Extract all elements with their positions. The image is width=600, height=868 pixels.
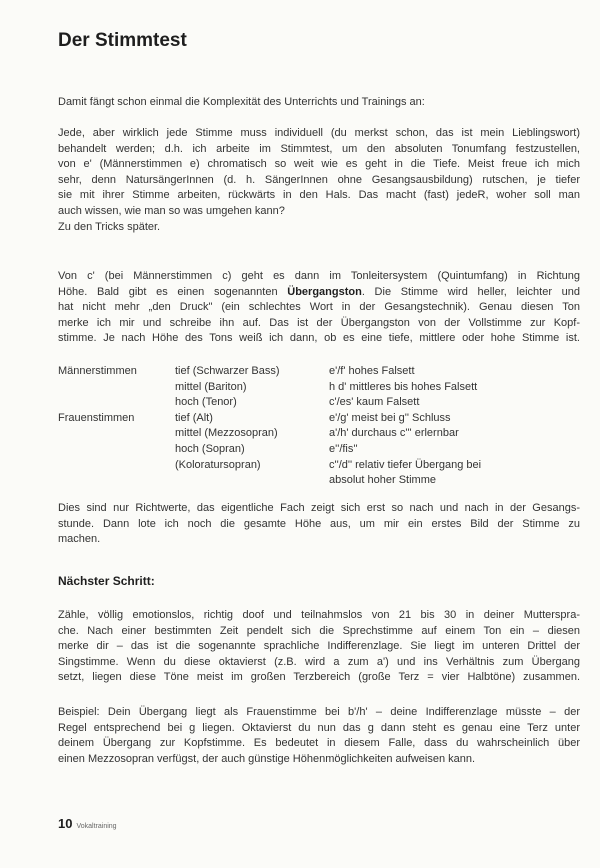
section-heading: Nächster Schritt: bbox=[58, 574, 155, 588]
text-line: stimme. Je nach Höhe des Tons weiß ich dann, ob es eine tiefe, mittlere oder hohe Stimme ist. bbox=[58, 332, 580, 345]
text-line: hat nicht mehr „den Druck" (ein schlechtes Wort in der Gesangstechnik). Genau diesen Ton bbox=[58, 301, 580, 314]
page-footer bbox=[58, 816, 117, 831]
page-number: 10 bbox=[58, 816, 73, 831]
text-line: deinem Übergang zur Kopfstimme. Es bedeutet in diesem Falle, dass du wahrscheinlich über bbox=[58, 737, 580, 750]
paragraph-3 bbox=[58, 501, 580, 548]
text-line: stunde. Dann lote ich noch die gesamte Höhe aus, um mir ein erstes Bild der Stimme zu bbox=[58, 517, 580, 530]
voice-type: tief (Schwarzer Bass) bbox=[175, 365, 280, 377]
voice-type: mittel (Mezzosopran) bbox=[175, 427, 278, 440]
text-line: Von c' (bei Männerstimmen c) geht es dann im Tonleitersystem (Quintumfang) in Richtung bbox=[58, 270, 580, 282]
voice-type: hoch (Tenor) bbox=[175, 396, 237, 409]
text-line: sehr, denn NatursängerInnen (d. h. SängerInnen ohne Gesangsausbildung) rutschen, je tiefer bbox=[58, 173, 580, 186]
table-row bbox=[58, 473, 580, 489]
paragraph-5 bbox=[58, 705, 580, 767]
paragraph-2 bbox=[58, 269, 580, 347]
text-line: Damit fängt schon einmal die Komplexität des Unterrichts und Trainings an: bbox=[58, 96, 425, 108]
voice-range: e'/f' hohes Falsett bbox=[329, 365, 415, 377]
term-uebergangston: Übergangston bbox=[287, 285, 362, 298]
voice-type: tief (Alt) bbox=[175, 411, 213, 424]
text-line: behandelt werden; d.h. ich arbeite im Stimmtest, um den absoluten Tonumfang festzustellen, bbox=[58, 142, 580, 155]
text-line: Singstimme. Wenn du diese oktavierst (z.B. wird a zum a') und ins Verhältnis zum Übergang bbox=[58, 655, 580, 668]
text-line: einen Mezzosopran verfügst, der auch günstige Höhenmöglichkeiten aufweisen kann. bbox=[58, 752, 476, 765]
text-line: auch wissen, wie man so was umgehen kann? bbox=[58, 204, 285, 217]
voice-range: c''/d'' relativ tiefer Übergang bei bbox=[329, 458, 482, 471]
text-line: machen. bbox=[58, 533, 101, 546]
table-row bbox=[58, 411, 580, 427]
text-line: setzt, liegen diese Töne meist im großen Terzbereich (große Terz = vier Halbtöne) zusammen. bbox=[58, 671, 580, 684]
paragraph-4 bbox=[58, 608, 580, 686]
voice-group: Frauenstimmen bbox=[58, 411, 135, 424]
voice-range: c'/es' kaum Falsett bbox=[329, 396, 420, 409]
text-line: sie mit ihrer Stimme arbeiten, rückwärts in den Hals. Das macht (fast) jedeR, woher soll man bbox=[58, 189, 580, 202]
text-line: Regel entsprechend bei g liegen. Oktavierst du nun das g dann steht es genau eine Terz unter bbox=[58, 721, 580, 734]
voice-group: Männerstimmen bbox=[58, 365, 137, 377]
voice-range-table bbox=[58, 364, 580, 489]
text-line: von e' (Männerstimmen e) chromatisch so weit wie es geht in die Tiefe. Meist freue ich mich bbox=[58, 158, 580, 171]
voice-type: mittel (Bariton) bbox=[175, 380, 247, 393]
table-row bbox=[58, 395, 580, 411]
text-line bbox=[58, 285, 580, 301]
voice-type: (Koloratursopran) bbox=[175, 458, 261, 471]
voice-range: e'/g' meist bei g'' Schluss bbox=[329, 411, 451, 424]
table-row bbox=[58, 442, 580, 458]
table-row bbox=[58, 458, 580, 474]
intro-paragraph bbox=[58, 95, 580, 111]
text-fragment: Höhe. Bald gibt es einen sogenannten bbox=[58, 285, 278, 298]
table-row bbox=[58, 426, 580, 442]
voice-range: h d' mittleres bis hohes Falsett bbox=[329, 380, 478, 393]
table-row bbox=[58, 364, 580, 380]
text-line: merke dir – das ist die sogenannte sprachliche Indifferenzlage. Sie liegt im unteren Drittel der bbox=[58, 640, 580, 653]
text-line: Jede, aber wirklich jede Stimme muss individuell (du merkst schon, das ist mein Lieblingswort) bbox=[58, 127, 580, 139]
voice-range: a'/h' durchaus c''' erlernbar bbox=[329, 427, 459, 440]
voice-type: hoch (Sopran) bbox=[175, 442, 245, 455]
voice-range: absolut hoher Stimme bbox=[329, 474, 436, 487]
voice-range: e''/fis'' bbox=[329, 442, 358, 455]
text-line: che. Nach einer bestimmten Zeit pendelt sich die Sprechstimme auf einem Ton ein – diesen bbox=[58, 624, 580, 637]
footer-brand: Vokaltraining bbox=[76, 823, 117, 830]
text-line: Beispiel: Dein Übergang liegt als Frauenstimme bei b'/h' – deine Indifferenzlage müsste – der bbox=[58, 706, 580, 718]
text-line: Dies sind nur Richtwerte, das eigentliche Fach zeigt sich erst so nach und nach in der Gesangs- bbox=[58, 502, 580, 514]
text-line: Zähle, völlig emotionslos, richtig doof und teilnahmslos von 21 bis 30 in deiner Mutterspra- bbox=[58, 609, 580, 621]
page-title: Der Stimmtest bbox=[58, 30, 187, 51]
text-line: Zu den Tricks später. bbox=[58, 220, 161, 233]
text-line: merke ich mir und schreibe ihn auf. Das ist der Übergangston von der Vollstimme zur Kopf- bbox=[58, 316, 580, 329]
table-row bbox=[58, 380, 580, 396]
text-fragment: . Die Stimme wird heller, leichter und bbox=[361, 285, 580, 298]
paragraph-1 bbox=[58, 126, 580, 235]
